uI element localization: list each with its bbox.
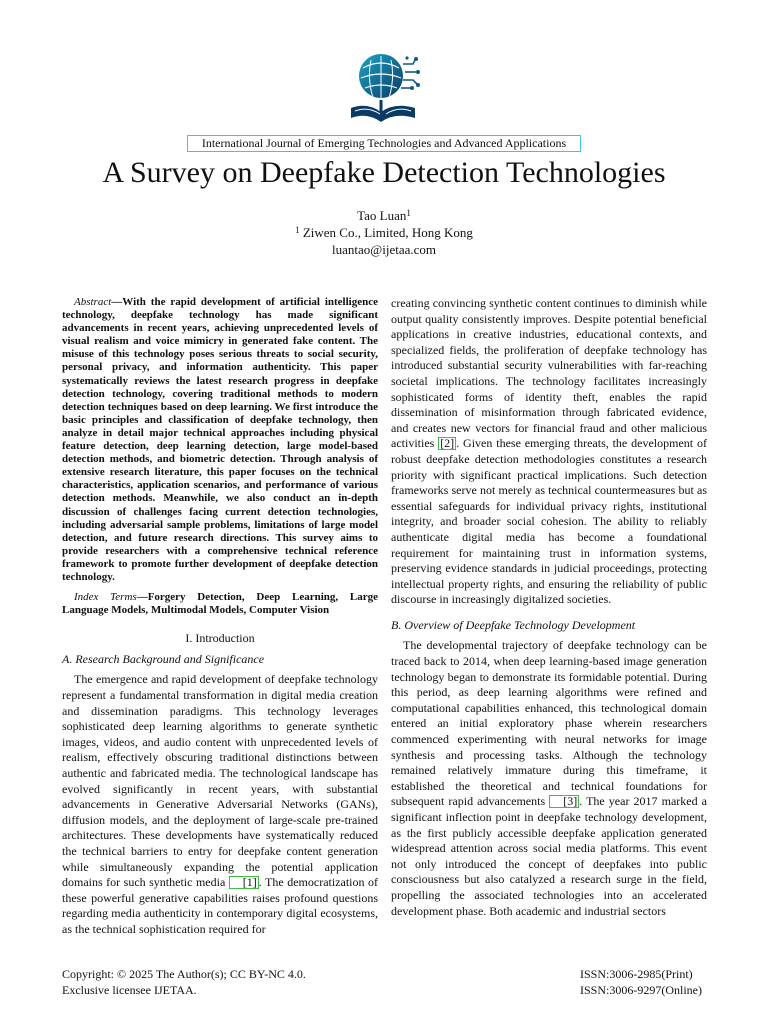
abstract [62,296,378,584]
abstract-lead: Abstract [74,296,112,308]
affiliation-mark: 1 [295,225,300,235]
affiliation-line [0,224,768,241]
citation-link[interactable]: [2] [440,436,455,451]
index-terms-lead: Index Terms [74,591,137,604]
licensee-line: Exclusive licensee IJETAA. [62,983,197,997]
paragraph-background [62,672,378,937]
subsection-heading-overview: B. Overview of Deepfake Technology Development [391,617,636,632]
paragraph-text: . The democratization of these powerful generative capabilities raises profound questions regarding media authenticity in contemporary digital ecosystems, as the technical sophistication required for [62,875,379,936]
paragraph-background-continued [391,296,707,608]
paragraph-text: . Given these emerging threats, the development of robust deepfake detection methodologies constitutes a research priority with significant practical implications. Such detection frameworks serve not merely as technical countermeasures but as essential safeguards for individual privacy rights, institutional integrity, and broader social cohesion. The ability to reliably authenticate digital media has become a foundational requirement for maintaining trust in information systems, preserving evidence standards in judicial proceedings, protecting intellectual property rights, and ensuring the reliability of public discourse in increasingly digitalized societies. [391,436,707,607]
citation-link[interactable]: [1] [229,876,259,889]
citation-link[interactable]: [3] [549,795,579,808]
footer-issn [580,966,702,998]
author-email: luantao@ijetaa.com [331,242,436,257]
right-column [391,296,707,919]
author-block [0,207,768,258]
journal-name-link[interactable]: International Journal of Emerging Technologies and Advanced Applications [187,135,581,152]
affiliation: Ziwen Co., Limited, Hong Kong [302,225,473,240]
author-mark: 1 [406,208,411,218]
left-column [62,296,378,938]
issn-online: ISSN:3006-9297(Online) [580,983,702,997]
index-terms [62,591,378,617]
section-heading-introduction: I. Introduction [185,631,255,646]
paragraph-text: . The year 2017 marked a significant inflection point in deepfake technology development, as the first publicly accessible deepfake application generated widespread attention across social media platforms. This event not only introduced the concept of deepfakes into public consciousness but also catalyzed a research surge in the field, propelling the associated technologies into an accelerated development phase. Both academic and industrial sectors [391,794,707,918]
paragraph-text: creating convincing synthetic content continues to diminish while output quality consistently improves. Despite potential beneficial applications in creative industries, educational contexts, and specialized fields, the proliferation of deepfake technology has introduced substantial security vulnerabilities with far-reaching societal implications. The technology facilitates increasingly sophisticated forms of identity theft, enables the rapid dissemination of misinformation through fabricated evidence, and creates new vectors for financial fraud and other malicious activities [391,296,707,451]
author-name: Tao Luan [357,208,407,223]
author-line [0,207,768,224]
abstract-text: —With the rapid development of artificial intelligence technology, deepfake technology has made significant advancements in recent years, achieving unprecedented levels of visual realism and voice mimicry in generated fake content. The misuse of this technology poses serious threats to social security, personal privacy, and information authenticity. This paper systematically reviews the latest research progress in deepfake detection technology, covering traditional methods to modern detection techniques based on deep learning. We first introduce the basic principles and classification of deepfake technology, then analyze in detail major technical approaches including physical feature detection, deep learning detection, large model-based detection methods, and biometric detection. Through analysis of extensive research literature, this paper focuses on the technical characteristics, application scenarios, and performance of various detection methods. Meanwhile, we also conduct an in-depth discussion of challenges facing current detection technologies, including adversarial sample problems, limitations of large model detection, and future research directions. This survey aims to provide researchers with a comprehensive technical reference framework to promote further development of deepfake detection technology. [62,296,378,583]
paragraph-overview [391,638,707,919]
paragraph-text: The emergence and rapid development of deepfake technology represent a fundamental transformation in digital media creation and dissemination paradigms. This technology leverages sophisticated deep learning algorithms to generate synthetic images, videos, and audio content with unprecedented levels of realism, effectively obscuring traditional distinctions between authentic and fabricated media. The technological landscape has evolved significantly in recent years, with substantial advancements in Generative Adversarial Networks (GANs), diffusion models, and the deployment of large-scale pre-trained architectures. These developments have systematically reduced the technical barriers to entry for deepfake content generation while simultaneously expanding the potential application domains for such synthetic media [62,672,378,890]
journal-logo [345,50,423,130]
paper-title: A Survey on Deepfake Detection Technologies [102,156,666,189]
copyright-line: Copyright: © 2025 The Author(s); CC BY-NC 4.0. [62,967,306,981]
index-terms-text: —Forgery Detection, Deep Learning, Large Language Models, Multimodal Models, Computer Vision [62,591,378,617]
issn-print: ISSN:3006-2985(Print) [580,967,693,981]
footer-copyright [62,966,306,998]
subsection-heading-background: A. Research Background and Significance [62,651,265,666]
paragraph-text: The developmental trajectory of deepfake technology can be traced back to 2014, when deep learning-based image generation technology began to demonstrate its formidable potential. During this period, as deep learning algorithms were refined and computational capabilities enhanced, this technological domain entered an initial exploratory phase wherein researchers commenced experimenting with neural networks for image synthesis and processing tasks. Although the technology remained relatively immature during this timeframe, it established the theoretical and technical foundations for subsequent rapid advancements [391,638,707,809]
